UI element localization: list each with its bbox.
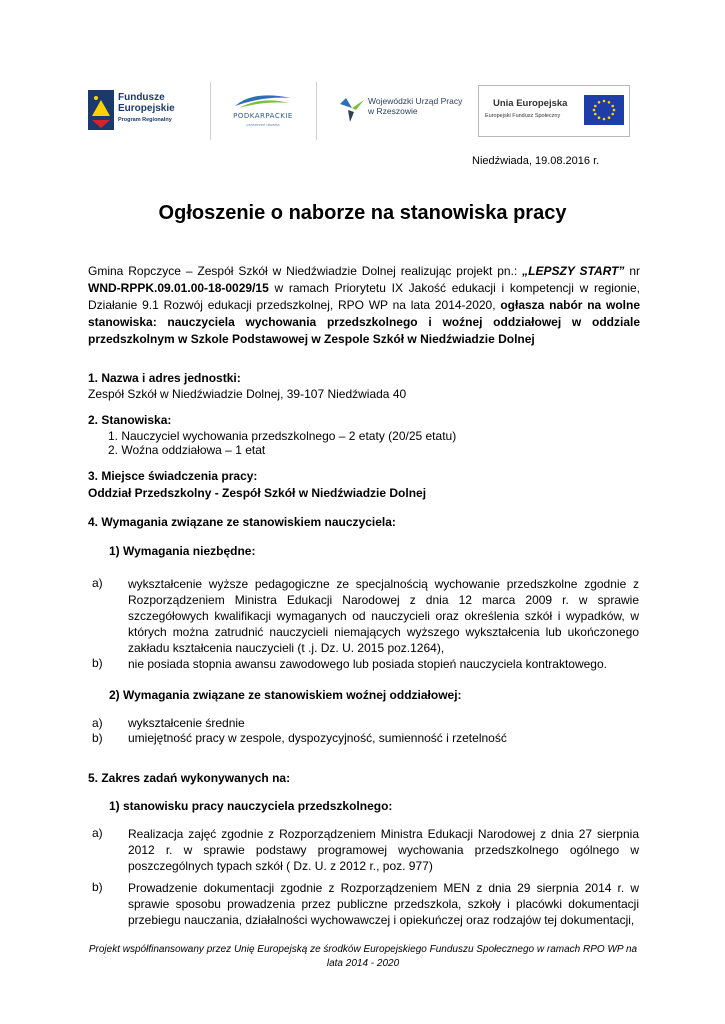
list-marker: a): [92, 576, 103, 590]
section-2-item: 2. Woźna oddziałowa – 1 etat: [108, 443, 266, 457]
section-1-text: Zespół Szkół w Niedźwiadzie Dolnej, 39-107 Niedźwiada 40: [88, 387, 407, 401]
wup-text: Wojewódzki Urząd Pracy w Rzeszowie: [368, 96, 463, 116]
section-3-text: Oddział Przedszkolny - Zespół Szkół w Niedźwiadzie Dolnej: [88, 486, 427, 500]
list-marker: b): [92, 656, 103, 670]
fe-logo-text: Fundusze Europejskie: [118, 92, 175, 114]
intro-text-3: w ramach Priorytetu IX Jakość edukacji i kompetencji w regionie, Działanie 9.1 Rozwój edukacji przedszkolnej, RPO WP na lata 2014-2020,: [88, 281, 640, 312]
requirement-item: nie posiada stopnia awansu zawodowego lub posiada stopień nauczyciela kontraktowego.: [128, 657, 607, 671]
logo-divider: [210, 82, 211, 140]
requirement-item: wykształcenie wyższe pedagogiczne ze specjalnością wychowanie przedszkolne zgodnie z Rozporządzeniem Ministra Edukacji Narodowej z dnia 12 marca 2009 r. w sprawie szczegółowych kwalifikacji wymaganych od nauczycieli oraz określenia szkół i wypadków, w których można zatrudnić nauczycieli niemających wyższego wykształcenia lub ukończonego zakładu kształcenia nauczycieli (t .j. Dz. U. 2015 poz.1264),: [128, 577, 639, 655]
document-date: Niedźwiada, 19.08.2016 r.: [472, 155, 600, 167]
task-item: Realizacja zajęć zgodnie z Rozporządzeniem Ministra Edukacji Narodowej z dnia 27 sierpnia 2012 r. w sprawie podstawy programowej wychowania przedszkolnego ogólnego w poszczególnych typach szkół ( Dz. U. z 2012 r., poz. 977): [128, 827, 639, 873]
logo-bar: [88, 82, 633, 140]
logo-divider: [316, 82, 317, 140]
list-marker: a): [92, 826, 103, 840]
wup-logo: [338, 82, 478, 140]
section-3-heading: 3. Miejsce świadczenia pracy:: [88, 469, 258, 483]
page-footer: Projekt współfinansowany przez Unię Europejską ze środków Europejskiego Funduszu Społecznego w ramach RPO WP na lata 2014 - 2020: [88, 944, 638, 969]
podkarpackie-subtext: przestrzeń otwarta: [246, 122, 280, 127]
section-4-subheading: 2) Wymagania związane ze stanowiskiem woźnej oddziałowej:: [109, 688, 462, 702]
task-item: Prowadzenie dokumentacji zgodnie z Rozporządzeniem MEN z dnia 29 sierpnia 2014 r. w sprawie sposobu prowadzenia przez publiczne przedszkola, szkoły i placówki dokumentacji przebiegu nauczania, działalności wychowawczej i opiekuńczej oraz rodzajów tej dokumentacji,: [128, 881, 639, 927]
requirement-item: umiejętność pracy w zespole, dyspozycyjność, sumienność i rzetelność: [128, 731, 507, 745]
project-name: „LEPSZY START”: [522, 264, 625, 278]
eu-flag-icon: [584, 95, 624, 125]
list-marker: b): [92, 731, 103, 745]
podkarpackie-wave-icon: [233, 88, 293, 110]
intro-paragraph: [88, 263, 640, 348]
wup-bird-icon: [338, 94, 366, 124]
section-4-heading: 4. Wymagania związane ze stanowiskiem nauczyciela:: [88, 515, 396, 529]
project-number: WND-RPPK.09.01.00-18-0029/15: [88, 281, 269, 295]
ue-logo-subtext: Europejski Fundusz Społeczny: [485, 113, 561, 119]
fe-logo-subtext: Program Regionalny: [118, 117, 172, 123]
unia-europejska-logo: [478, 85, 630, 137]
podkarpackie-logo: [218, 82, 308, 140]
fundusze-europejskie-logo: [88, 82, 198, 140]
intro-text-2: nr: [624, 264, 640, 278]
intro-announcement: ogłasza nabór na wolne stanowiska: nauczyciela wychowania przedszkolnego i woźnej oddziałowej w oddziale przedszkolnym w Szkole Podstawowej w Zespole Szkół w Niedźwiadzie Dolnej: [88, 298, 641, 346]
ue-logo-text: Unia Europejska: [493, 98, 568, 109]
section-4-subheading: 1) Wymagania niezbędne:: [109, 544, 256, 558]
section-2-heading: 2. Stanowiska:: [88, 413, 172, 427]
section-2-item: 1. Nauczyciel wychowania przedszkolnego – 2 etaty (20/25 etatu): [108, 429, 457, 443]
requirement-item: wykształcenie średnie: [128, 716, 245, 730]
fe-flag-icon: [88, 90, 114, 130]
list-marker: b): [92, 880, 103, 894]
intro-text-1: Gmina Ropczyce – Zespół Szkół w Niedźwiadzie Dolnej realizując projekt pn.:: [88, 264, 523, 278]
page-title: Ogłoszenie o naborze na stanowiska pracy: [158, 202, 567, 224]
section-5-subheading: 1) stanowisku pracy nauczyciela przedszkolnego:: [109, 799, 393, 813]
list-marker: a): [92, 716, 103, 730]
podkarpackie-text: PODKARPACKIE: [233, 112, 293, 120]
section-5-heading: 5. Zakres zadań wykonywanych na:: [88, 771, 291, 785]
section-1-heading: 1. Nazwa i adres jednostki:: [88, 371, 241, 385]
